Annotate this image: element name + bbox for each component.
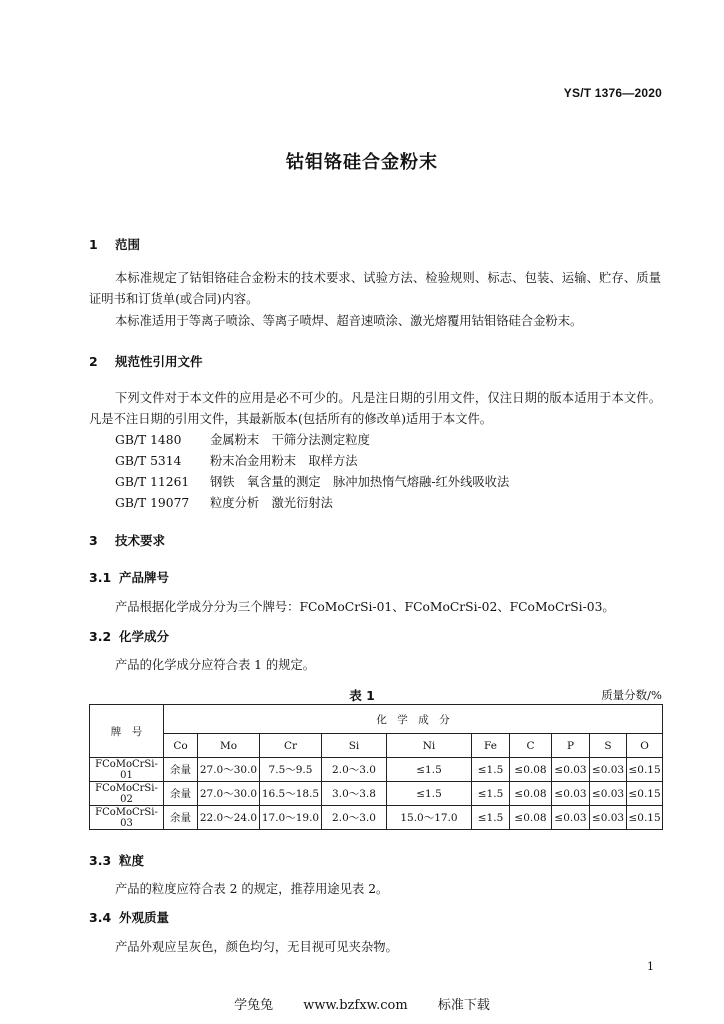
- table-cell: 17.0～19.0: [260, 806, 322, 830]
- table-cell: ≤0.15: [627, 782, 663, 806]
- table-cell: ≤1.5: [387, 758, 472, 782]
- section-1-paragraph-2: 本标准适用于等离子喷涂、等离子喷焊、超音速喷涂、激光熔覆用钴钼铬硅合金粉末。: [115, 314, 583, 328]
- reference-code: GB/T 11261: [115, 475, 190, 489]
- table-unit: 质量分数/%: [601, 688, 662, 702]
- table-cell: ≤0.03: [552, 758, 590, 782]
- reference-code: GB/T 19077: [115, 496, 190, 510]
- reference-code: GB/T 5314: [115, 454, 182, 468]
- table-cell: ≤0.03: [590, 782, 627, 806]
- table-row: [90, 806, 663, 830]
- section-title: 规范性引用文件: [115, 354, 203, 369]
- table-cell: ≤0.03: [552, 782, 590, 806]
- column-header: C: [510, 734, 552, 758]
- element-header-row: [90, 734, 663, 758]
- column-header: O: [627, 734, 663, 758]
- section-2-paragraph: 下列文件对于本文件的应用是必不可少的。凡是注日期的引用文件，仅注日期的版本适用于本文件。凡是不注日期的引用文件，其最新版本(包括所有的修改单)适用于本文件。: [89, 391, 661, 426]
- subsection-3-1-text: 产品根据化学成分分为三个牌号：FCoMoCrSi-01、FCoMoCrSi-02、FCoMoCrSi-03。: [115, 600, 615, 614]
- section-number: 1: [89, 237, 98, 252]
- column-header: Fe: [472, 734, 510, 758]
- reference-code: GB/T 1480: [115, 433, 182, 447]
- subsection-3-3-text: 产品的粒度应符合表 2 的规定，推荐用途见表 2。: [115, 882, 389, 896]
- table-cell: ≤0.08: [510, 782, 552, 806]
- table-cell: 16.5～18.5: [260, 782, 322, 806]
- column-header: Co: [164, 734, 198, 758]
- section-number: 2: [89, 354, 98, 369]
- subsection-3-3-heading: [89, 851, 144, 869]
- reference-name: 粒度分析 激光衍射法: [210, 496, 333, 510]
- table-row: [90, 758, 663, 782]
- table-cell: 7.5～9.5: [260, 758, 322, 782]
- section-3-heading: [89, 531, 165, 549]
- subsection-number: 3.2: [89, 629, 112, 644]
- table-cell: ≤1.5: [472, 758, 510, 782]
- chemical-composition-table: [89, 704, 663, 830]
- page-number: 1: [647, 960, 654, 973]
- table-cell: ≤0.15: [627, 806, 663, 830]
- table-cell: ≤1.5: [472, 782, 510, 806]
- table-cell: ≤0.03: [590, 806, 627, 830]
- section-title: 技术要求: [115, 533, 166, 548]
- reference-item: [115, 493, 333, 514]
- table-title: 表 1: [349, 688, 375, 703]
- table-cell: ≤0.15: [627, 758, 663, 782]
- table-cell: 15.0～17.0: [387, 806, 472, 830]
- section-number: 3: [89, 533, 98, 548]
- subsection-title: 产品牌号: [119, 570, 170, 585]
- reference-name: 钢铁 氧含量的测定 脉冲加热惰气熔融-红外线吸收法: [210, 475, 510, 489]
- table-cell: ≤1.5: [387, 782, 472, 806]
- subsection-number: 3.4: [89, 910, 112, 925]
- table-cell: ≤0.08: [510, 758, 552, 782]
- table-cell: ≤1.5: [472, 806, 510, 830]
- table-row: [90, 782, 663, 806]
- subsection-3-2-heading: [89, 627, 169, 645]
- brand-header-cell: 牌 号: [90, 705, 164, 758]
- footer-site-name: 学兔兔: [234, 998, 274, 1013]
- subsection-number: 3.1: [89, 570, 112, 585]
- table-cell: 2.0～3.0: [322, 806, 387, 830]
- subsection-3-4-heading: [89, 908, 169, 926]
- brand-cell: FCoMoCrSi-03: [90, 806, 164, 830]
- brand-cell: FCoMoCrSi-02: [90, 782, 164, 806]
- table-cell: ≤0.08: [510, 806, 552, 830]
- composition-header-cell: 化 学 成 分: [164, 705, 663, 734]
- section-title: 范围: [115, 237, 141, 252]
- column-header: Si: [322, 734, 387, 758]
- subsection-3-2-text: 产品的化学成分应符合表 1 的规定。: [115, 658, 316, 672]
- table-cell: 22.0～24.0: [198, 806, 260, 830]
- subsection-3-4-text: 产品外观应呈灰色，颜色均匀，无目视可见夹杂物。: [115, 940, 398, 954]
- table-cell: 余量: [164, 758, 198, 782]
- reference-name: 金属粉末 干筛分法测定粒度: [210, 433, 370, 447]
- table-cell: 27.0～30.0: [198, 758, 260, 782]
- subsection-title: 粒度: [119, 853, 145, 868]
- footer-watermark: [0, 994, 724, 1013]
- standard-number: YS/T 1376—2020: [563, 86, 662, 100]
- section-1-paragraph-1: 本标准规定了钴钼铬硅合金粉末的技术要求、试验方法、检验规则、标志、包装、运输、贮存、质量证明书和订货单(或合同)内容。: [89, 271, 661, 306]
- column-header: Mo: [198, 734, 260, 758]
- reference-item: [115, 451, 358, 472]
- subsection-number: 3.3: [89, 853, 112, 868]
- reference-item: [115, 430, 370, 451]
- table-cell: ≤0.03: [590, 758, 627, 782]
- reference-item: [115, 472, 509, 493]
- table-cell: 余量: [164, 782, 198, 806]
- table-cell: 27.0～30.0: [198, 782, 260, 806]
- table-cell: 余量: [164, 806, 198, 830]
- column-header: Ni: [387, 734, 472, 758]
- subsection-title: 化学成分: [119, 629, 170, 644]
- table-cell: 2.0～3.0: [322, 758, 387, 782]
- subsection-title: 外观质量: [119, 910, 170, 925]
- subsection-3-1-heading: [89, 568, 169, 586]
- table-cell: 3.0～3.8: [322, 782, 387, 806]
- table-cell: ≤0.03: [552, 806, 590, 830]
- brand-cell: FCoMoCrSi-01: [90, 758, 164, 782]
- section-2-heading: [89, 352, 203, 370]
- column-header: S: [590, 734, 627, 758]
- document-title: 钴钼铬硅合金粉末: [286, 152, 438, 173]
- section-1-heading: [89, 235, 140, 253]
- reference-name: 粉末冶金用粉末 取样方法: [210, 454, 358, 468]
- footer-url[interactable]: www.bzfxw.com: [303, 998, 408, 1013]
- column-header: P: [552, 734, 590, 758]
- footer-tagline: 标准下载: [437, 998, 490, 1013]
- column-header: Cr: [260, 734, 322, 758]
